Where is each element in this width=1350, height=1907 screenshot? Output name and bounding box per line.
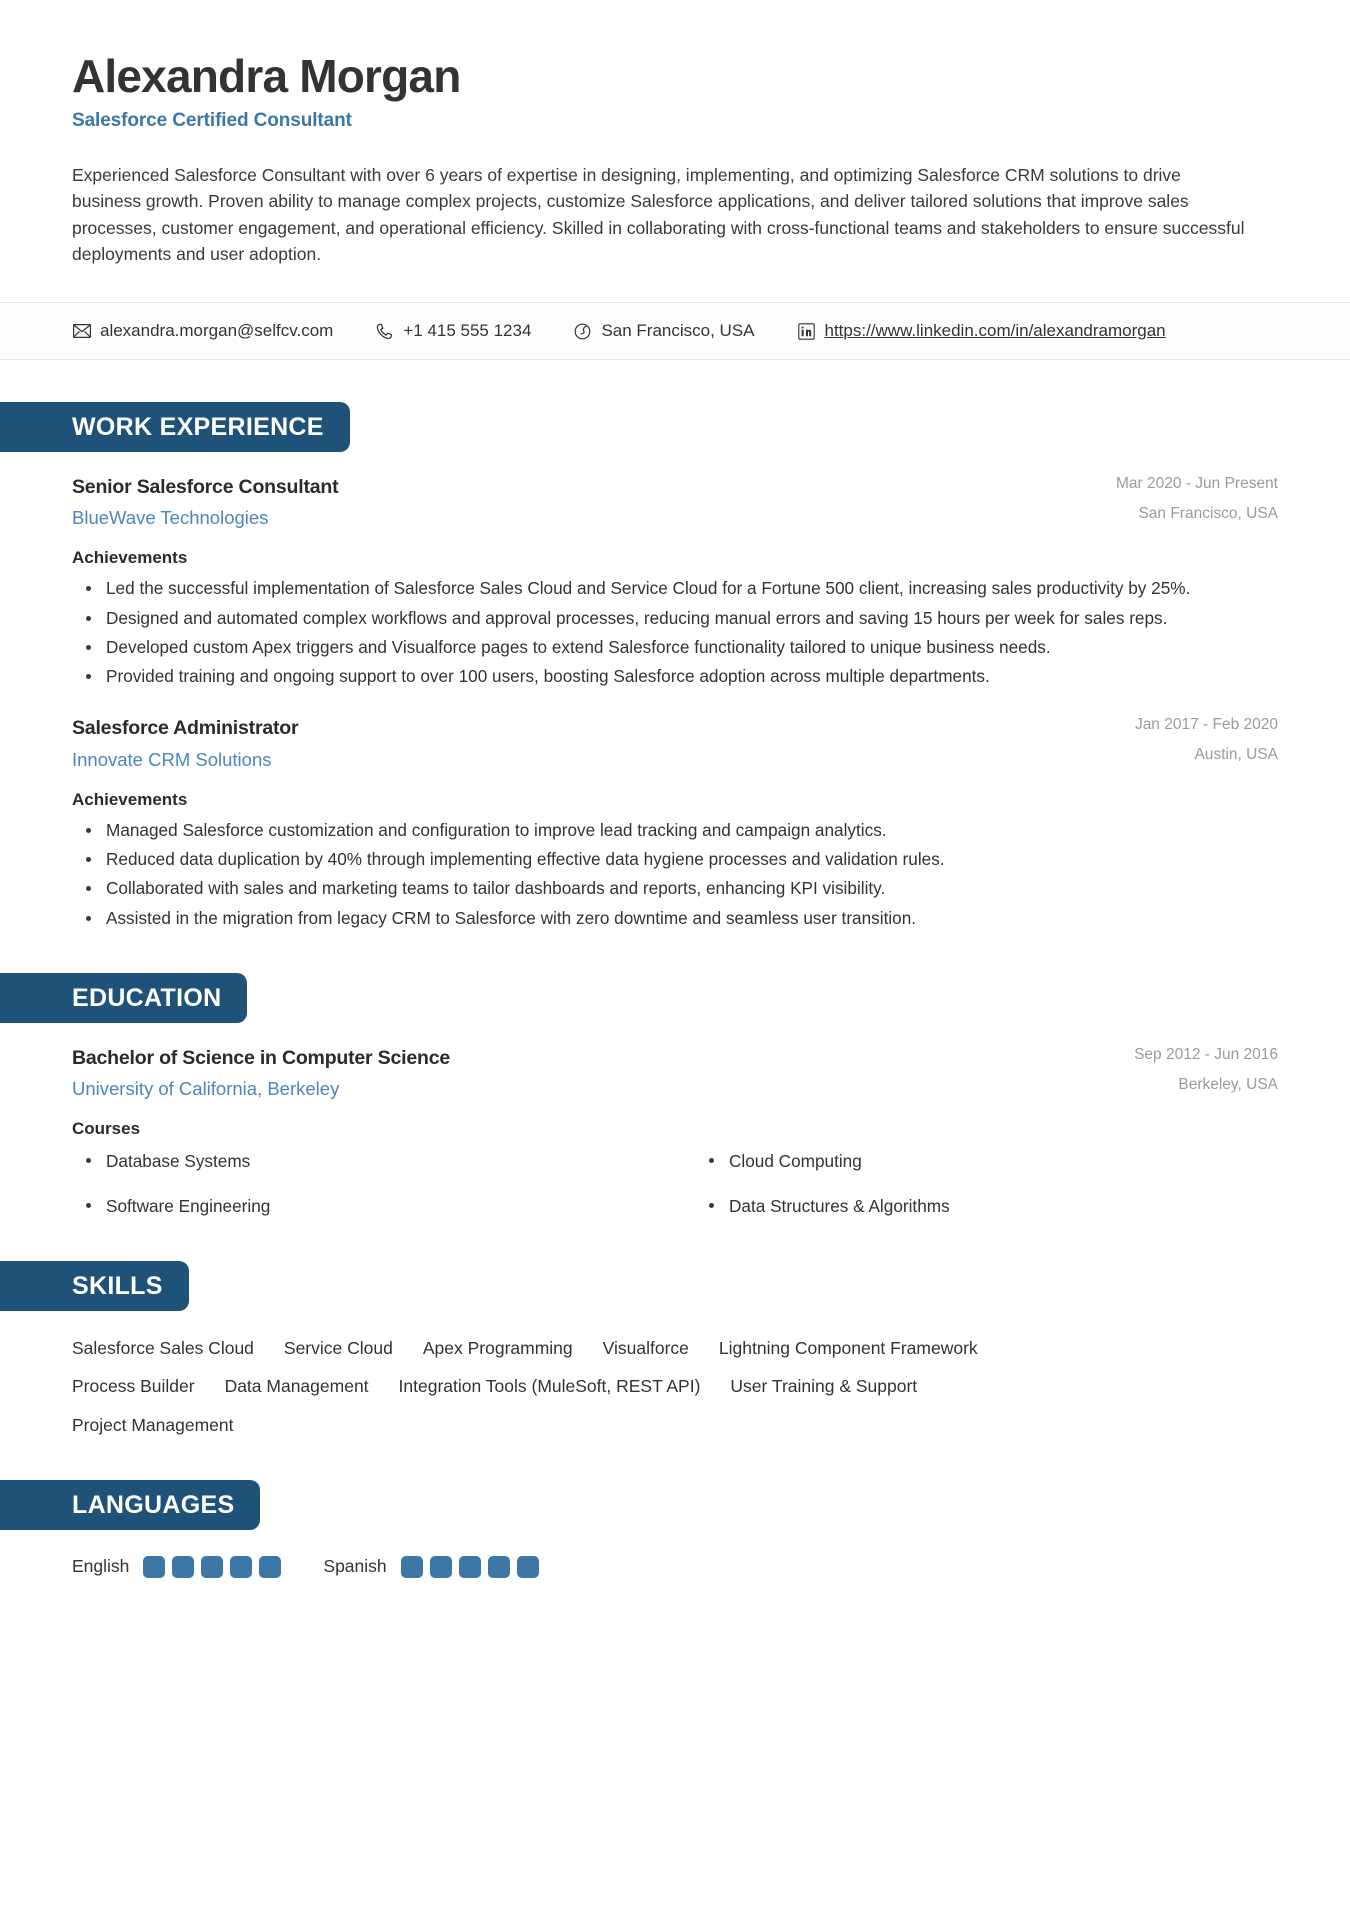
phone-icon [375,322,394,341]
languages-body [0,1556,1350,1578]
section-work-experience [0,402,1350,931]
education-entry-meta [1134,1045,1278,1096]
education-body [0,1045,1350,1219]
list-item: Data Structures & Algorithms [695,1194,1278,1219]
work-entry-company: Innovate CRM Solutions [72,748,272,770]
skill-item: Data Management [224,1376,369,1397]
list-item: Assisted in the migration from legacy CRM to Salesforce with zero downtime and seamless user transition. [72,906,1278,931]
education-entry [72,1045,1278,1219]
work-entry-main [72,474,1092,531]
section-header-work-experience: WORK EXPERIENCE [0,402,350,452]
page-title: Alexandra Morgan [72,50,461,102]
list-item: Database Systems [72,1149,655,1174]
education-courses-label: Courses [72,1119,141,1139]
section-skills [0,1261,1350,1438]
education-entry-degree: Bachelor of Science in Computer Science [72,1046,450,1069]
work-entry-main [72,715,1111,772]
languages-list [72,1556,1278,1578]
list-item: Designed and automated complex workflows and approval processes, reducing manual errors and saving 15 hours per week for sales reps. [72,606,1278,631]
language-name: Spanish [323,1556,387,1577]
education-entry-location: Berkeley, USA [1178,1075,1278,1093]
list-item: Cloud Computing [695,1149,1278,1174]
section-header-skills: SKILLS [0,1261,189,1311]
language-name: English [72,1556,130,1577]
work-entry-meta [1135,715,1278,766]
globe-pin-icon [573,322,592,341]
work-entry [72,474,1278,689]
contact-linkedin-text[interactable]: https://www.linkedin.com/in/alexandramorgan [824,321,1166,341]
work-entry-header [72,474,1278,531]
linkedin-icon [797,322,816,341]
skill-item: Visualforce [602,1338,689,1359]
skill-item: Lightning Component Framework [718,1338,978,1359]
work-entry-date: Jan 2017 - Feb 2020 [1134,716,1278,734]
work-entry-location: Austin, USA [1194,746,1278,764]
skill-item: Project Management [72,1414,234,1435]
skill-item: Integration Tools (MuleSoft, REST API) [398,1376,701,1397]
section-header-languages: LANGUAGES [0,1480,260,1530]
skills-body [0,1335,1350,1438]
skills-list [72,1335,1082,1438]
skill-item: Process Builder [72,1376,195,1397]
section-education [0,973,1350,1219]
work-entry-date: Mar 2020 - Jun Present [1116,475,1278,493]
contact-email[interactable] [72,321,333,341]
work-entry-header [72,715,1278,772]
rating-square [517,1556,539,1578]
contact-phone-text: +1 415 555 1234 [403,321,532,341]
profile-summary: Experienced Salesforce Consultant with over 6 years of expertise in designing, implementing, and optimizing Salesforce CRM solutions to drive business growth. Proven ability to manage complex projects, customize Salesforce applications, and deliver tailored solutions that improve sales processes, customer engagement, and operational efficiency. Skilled in collaborating with cross-functional teams and stakeholders to ensure successful deployments and user adoption. [72,164,1245,265]
rating-square [459,1556,481,1578]
work-experience-body [0,474,1350,931]
skill-item: User Training & Support [730,1376,918,1397]
rating-square [230,1556,252,1578]
education-entry-institution: University of California, Berkeley [72,1078,340,1100]
list-item: Developed custom Apex triggers and Visualforce pages to extend Salesforce functionality tailored to unique business needs. [72,635,1278,660]
work-entry-achievements-list [72,818,1278,931]
rating-square [201,1556,223,1578]
contact-location [573,321,754,341]
section-header-education: EDUCATION [0,973,247,1023]
contact-linkedin[interactable] [797,321,1166,341]
rating-square [143,1556,165,1578]
rating-square [401,1556,423,1578]
contact-phone[interactable] [375,321,531,341]
rating-square [172,1556,194,1578]
work-entry [72,715,1278,930]
language-item [323,1556,538,1578]
language-level-rating [401,1556,539,1578]
education-entry-header [72,1045,1278,1102]
language-item [72,1556,281,1578]
work-entry-role: Senior Salesforce Consultant [72,476,339,499]
education-entry-main [72,1045,1110,1102]
contact-bar [0,302,1350,360]
rating-square [488,1556,510,1578]
list-item: Managed Salesforce customization and configuration to improve lead tracking and campaign analytics. [72,818,1278,843]
education-entry-date: Sep 2012 - Jun 2016 [1134,1045,1278,1063]
rating-square [259,1556,281,1578]
work-entry-location: San Francisco, USA [1138,504,1278,522]
rating-square [430,1556,452,1578]
work-entry-achievements-label: Achievements [72,789,188,809]
work-entry-role: Salesforce Administrator [72,717,299,740]
work-entry-meta [1116,474,1278,525]
job-title: Salesforce Certified Consultant [72,109,352,131]
skill-item: Apex Programming [422,1338,573,1359]
list-item: Led the successful implementation of Salesforce Sales Cloud and Service Cloud for a Fortune 500 client, increasing sales productivity by 25%. [72,576,1278,601]
contact-email-text: alexandra.morgan@selfcv.com [100,321,334,341]
list-item: Reduced data duplication by 40% through implementing effective data hygiene processes and validation rules. [72,847,1278,872]
language-level-rating [143,1556,281,1578]
work-entry-company: BlueWave Technologies [72,507,269,529]
list-item: Software Engineering [72,1194,655,1219]
resume-header [0,0,1350,302]
skill-item: Service Cloud [283,1338,393,1359]
list-item: Collaborated with sales and marketing teams to tailor dashboards and reports, enhancing KPI visibility. [72,876,1278,901]
skill-item: Salesforce Sales Cloud [72,1338,254,1359]
list-item: Provided training and ongoing support to over 100 users, boosting Salesforce adoption across multiple departments. [72,664,1278,689]
contact-location-text: San Francisco, USA [601,321,755,341]
envelope-icon [72,322,91,341]
section-languages [0,1480,1350,1578]
work-entry-achievements-list [72,576,1278,689]
work-entry-achievements-label: Achievements [72,548,188,568]
education-courses-grid [72,1149,1278,1219]
